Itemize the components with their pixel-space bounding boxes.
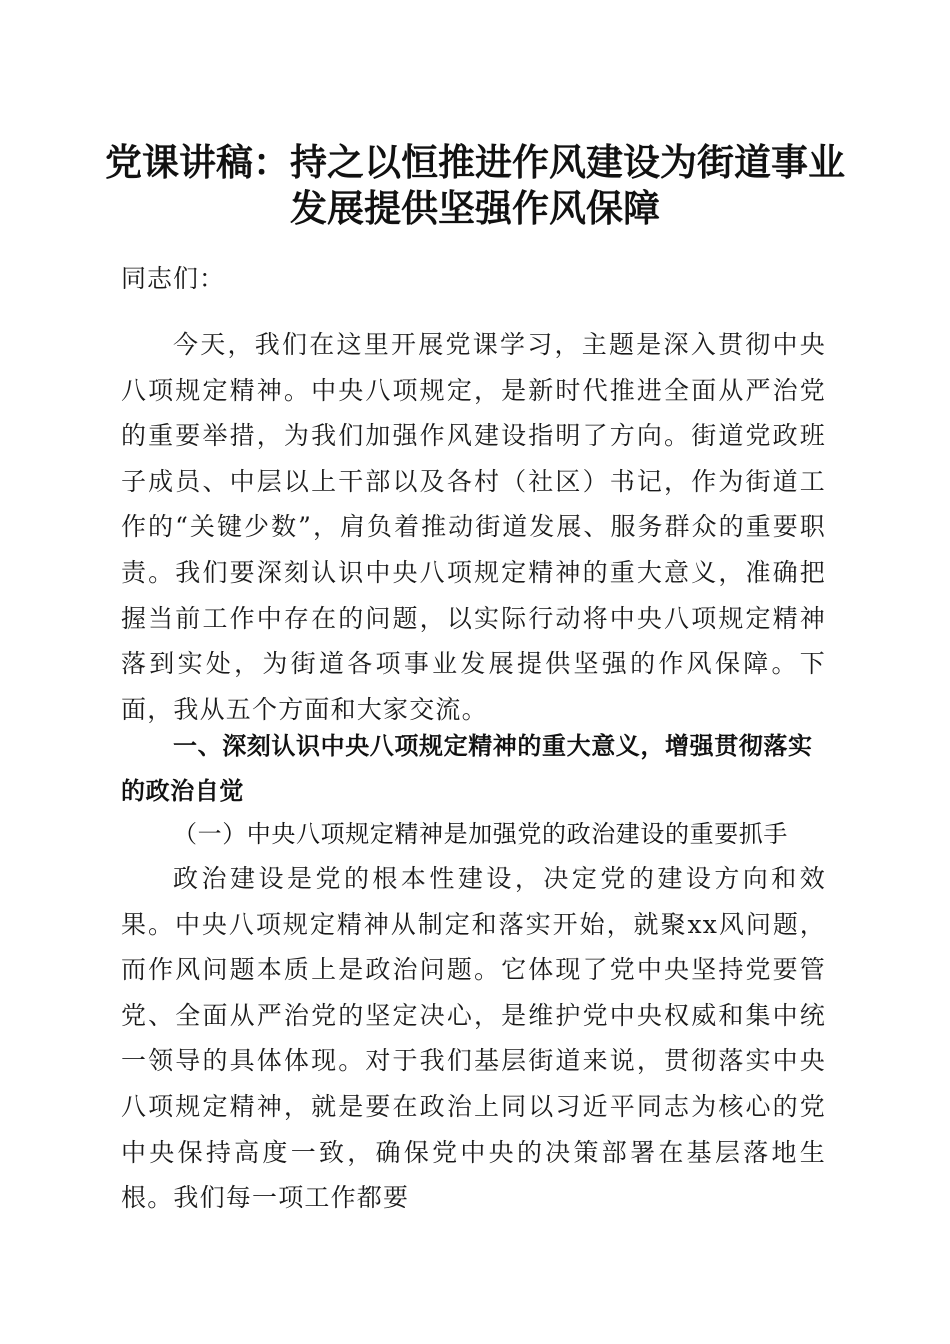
intro-paragraph: 今天，我们在这里开展党课学习，主题是深入贯彻中央八项规定精神。中央八项规定，是新时代推进全面从严治党的重要举措，为我们加强作风建设指明了方向。街道党政班子成员、中层以上干部以及各村（社区）书记，作为街道工作的“关键少数”，肩负着推动街道发展、服务群众的重要职责。我们要深刻认识中央八项规定精神的重大意义，准确把握当前工作中存在的问题，以实际行动将中央八项规定精神落到实处，为街道各项事业发展提供坚强的作风保障。下面，我从五个方面和大家交流。 (121, 330, 826, 724)
salutation: 同志们： (121, 264, 226, 293)
document-title-line-2: 发展提供坚强作风保障 (290, 186, 660, 230)
section-1-heading: 一、深刻认识中央八项规定精神的重大意义，增强贯彻落实的政治自觉 (121, 732, 813, 805)
subsection-1-heading: （一）中央八项规定精神是加强党的政治建设的重要抓手 (173, 820, 788, 848)
subsection-1-paragraph: 政治建设是党的根本性建设，决定党的建设方向和效果。中央八项规定精神从制定和落实开始，就聚xx风问题，而作风问题本质上是政治问题。它体现了党中央坚持党要管党、全面从严治党的坚定决心，是维护党中央权威和集中统一领导的具体体现。对于我们基层街道来说，贯彻落实中央八项规定精神，就是要在政治上同以习近平同志为核心的党中央保持高度一致，确保党中央的决策部署在基层落地生根。我们每一项工作都要 (121, 864, 826, 1213)
document-title-line-1: 党课讲稿：持之以恒推进作风建设为街道事业 (105, 140, 845, 184)
